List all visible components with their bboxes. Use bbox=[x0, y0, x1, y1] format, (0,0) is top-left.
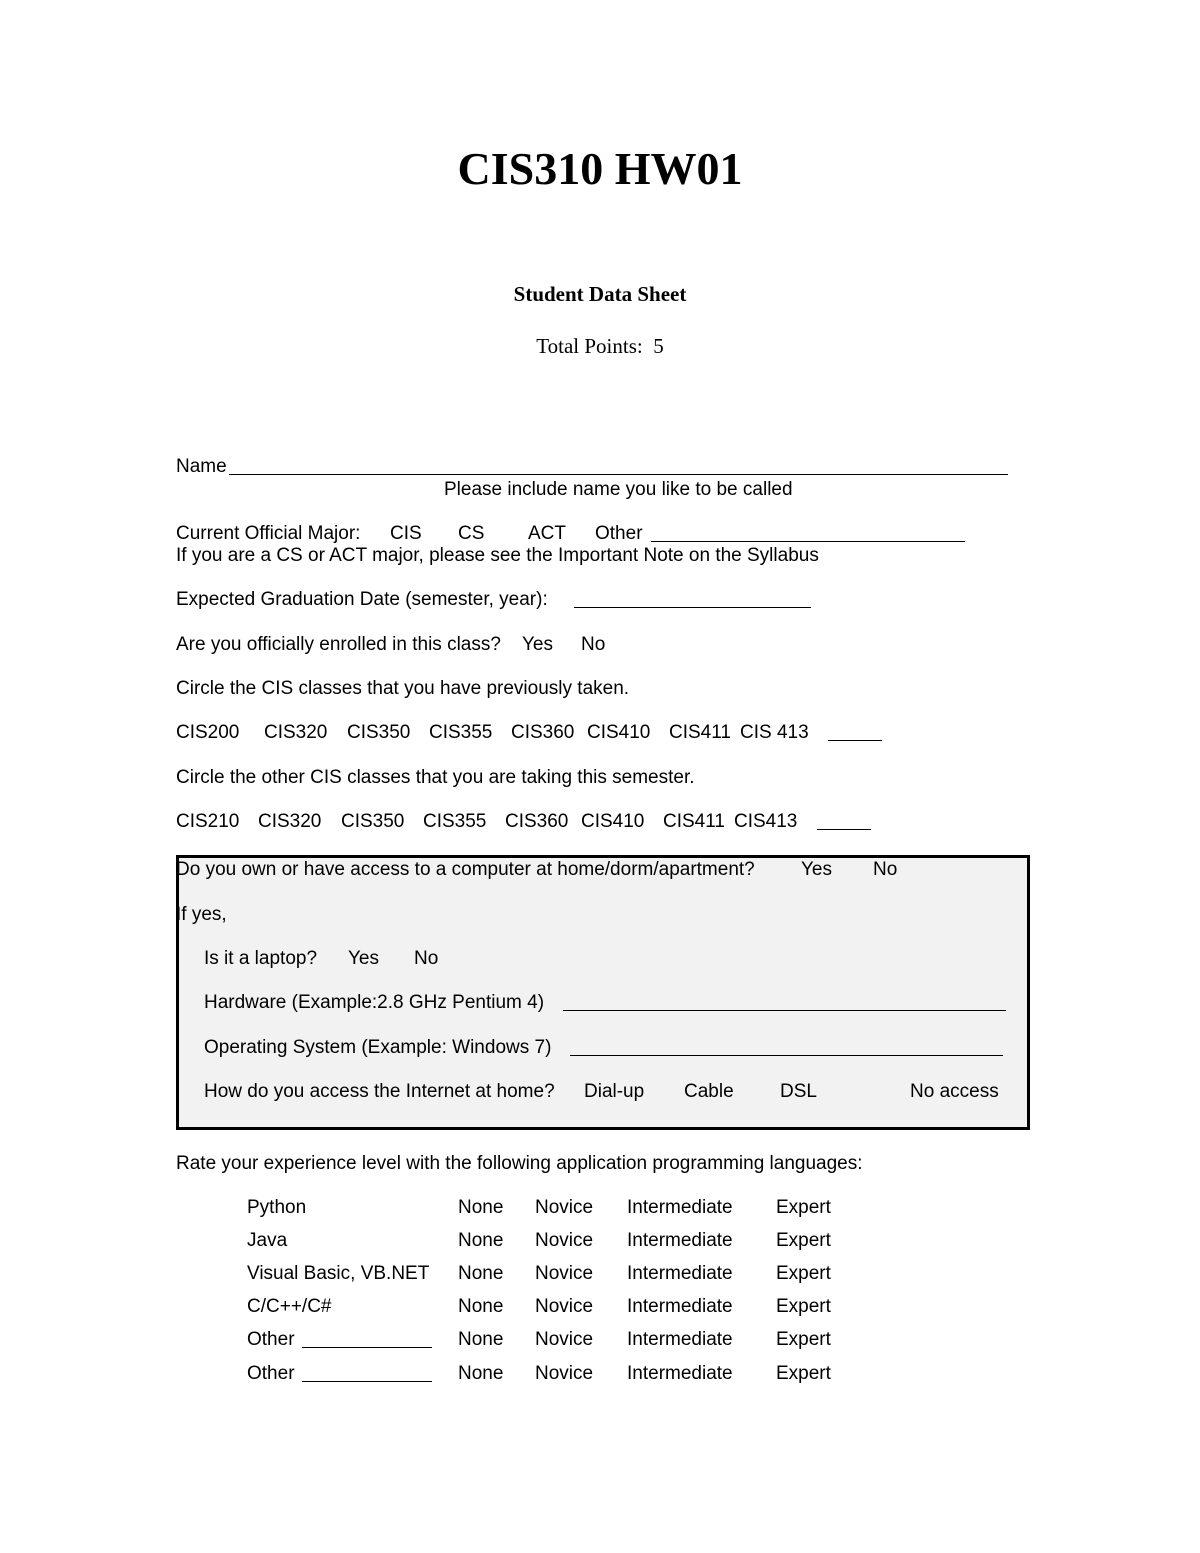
level-novice[interactable]: Novice bbox=[535, 1230, 594, 1251]
laptop-no[interactable]: No bbox=[414, 948, 439, 969]
previous-class-item[interactable]: CIS411 bbox=[669, 722, 731, 743]
previous-class-item[interactable]: CIS360 bbox=[511, 722, 575, 743]
major-label: Current Official Major: bbox=[176, 523, 361, 544]
level-intermediate[interactable]: Intermediate bbox=[627, 1363, 733, 1384]
previous-class-other-line[interactable] bbox=[828, 740, 882, 741]
internet-option-cable[interactable]: Cable bbox=[684, 1081, 734, 1102]
current-class-other-line[interactable] bbox=[817, 829, 871, 830]
page-title: CIS310 HW01 bbox=[457, 143, 743, 194]
level-intermediate[interactable]: Intermediate bbox=[627, 1263, 733, 1284]
language-label: Python bbox=[247, 1197, 307, 1218]
level-none[interactable]: None bbox=[458, 1296, 504, 1317]
level-none[interactable]: None bbox=[458, 1263, 504, 1284]
hardware-field-line[interactable] bbox=[563, 1010, 1006, 1011]
language-label: Other bbox=[247, 1363, 295, 1384]
computer-no[interactable]: No bbox=[873, 859, 898, 880]
current-classes-prompt: Circle the other CIS classes that you are taking this semester. bbox=[176, 767, 695, 788]
major-option-cis[interactable]: CIS bbox=[390, 523, 422, 544]
current-class-item[interactable]: CIS413 bbox=[734, 811, 798, 832]
major-option-act[interactable]: ACT bbox=[528, 523, 566, 544]
level-novice[interactable]: Novice bbox=[535, 1197, 594, 1218]
page-subtitle: Student Data Sheet bbox=[513, 282, 687, 306]
previous-class-item[interactable]: CIS320 bbox=[264, 722, 328, 743]
other-language-line[interactable] bbox=[302, 1381, 432, 1382]
previous-class-item[interactable]: CIS200 bbox=[176, 722, 240, 743]
level-none[interactable]: None bbox=[458, 1197, 504, 1218]
internet-option-no-access[interactable]: No access bbox=[910, 1081, 999, 1102]
previous-class-item[interactable]: CIS410 bbox=[587, 722, 651, 743]
level-novice[interactable]: Novice bbox=[535, 1329, 594, 1350]
current-class-item[interactable]: CIS360 bbox=[505, 811, 569, 832]
enrolled-yes[interactable]: Yes bbox=[522, 634, 553, 655]
previous-class-item[interactable]: CIS355 bbox=[429, 722, 493, 743]
level-expert[interactable]: Expert bbox=[776, 1230, 831, 1251]
major-option-cs[interactable]: CS bbox=[458, 523, 485, 544]
major-note: If you are a CS or ACT major, please see the Important Note on the Syllabus bbox=[176, 545, 819, 566]
level-intermediate[interactable]: Intermediate bbox=[627, 1197, 733, 1218]
level-none[interactable]: None bbox=[458, 1329, 504, 1350]
level-none[interactable]: None bbox=[458, 1230, 504, 1251]
enrolled-no[interactable]: No bbox=[581, 634, 606, 655]
level-expert[interactable]: Expert bbox=[776, 1329, 831, 1350]
enrolled-label: Are you officially enrolled in this class? bbox=[176, 634, 501, 655]
language-label: Other bbox=[247, 1329, 295, 1350]
name-label: Name bbox=[176, 456, 227, 477]
name-hint: Please include name you like to be called bbox=[444, 479, 793, 500]
current-class-item[interactable]: CIS411 bbox=[663, 811, 725, 832]
level-none[interactable]: None bbox=[458, 1363, 504, 1384]
level-expert[interactable]: Expert bbox=[776, 1263, 831, 1284]
level-intermediate[interactable]: Intermediate bbox=[627, 1230, 733, 1251]
language-label: Visual Basic, VB.NET bbox=[247, 1263, 430, 1284]
hardware-label: Hardware (Example:2.8 GHz Pentium 4) bbox=[204, 992, 545, 1013]
laptop-question: Is it a laptop? bbox=[204, 948, 318, 969]
level-novice[interactable]: Novice bbox=[535, 1296, 594, 1317]
major-other-line[interactable] bbox=[651, 541, 965, 542]
level-intermediate[interactable]: Intermediate bbox=[627, 1329, 733, 1350]
current-class-item[interactable]: CIS210 bbox=[176, 811, 240, 832]
language-label: Java bbox=[247, 1230, 288, 1251]
level-novice[interactable]: Novice bbox=[535, 1263, 594, 1284]
computer-yes[interactable]: Yes bbox=[801, 859, 832, 880]
os-field-line[interactable] bbox=[570, 1055, 1003, 1056]
other-language-line[interactable] bbox=[302, 1347, 432, 1348]
level-intermediate[interactable]: Intermediate bbox=[627, 1296, 733, 1317]
current-class-item[interactable]: CIS350 bbox=[341, 811, 405, 832]
internet-question: How do you access the Internet at home? bbox=[204, 1081, 555, 1102]
internet-option-dsl[interactable]: DSL bbox=[780, 1081, 817, 1102]
level-expert[interactable]: Expert bbox=[776, 1363, 831, 1384]
previous-classes-prompt: Circle the CIS classes that you have previously taken. bbox=[176, 678, 630, 699]
previous-class-item[interactable]: CIS350 bbox=[347, 722, 411, 743]
major-option-other[interactable]: Other bbox=[595, 523, 643, 544]
internet-option-dialup[interactable]: Dial-up bbox=[584, 1081, 645, 1102]
laptop-yes[interactable]: Yes bbox=[348, 948, 379, 969]
name-field-line[interactable] bbox=[229, 474, 1008, 475]
current-class-item[interactable]: CIS355 bbox=[423, 811, 487, 832]
computer-question: Do you own or have access to a computer at home/dorm/apartment? bbox=[176, 859, 755, 880]
current-class-item[interactable]: CIS410 bbox=[581, 811, 645, 832]
level-expert[interactable]: Expert bbox=[776, 1197, 831, 1218]
level-novice[interactable]: Novice bbox=[535, 1363, 594, 1384]
language-label: C/C++/C# bbox=[247, 1296, 332, 1317]
graduation-label: Expected Graduation Date (semester, year): bbox=[176, 589, 548, 610]
os-label: Operating System (Example: Windows 7) bbox=[204, 1037, 552, 1058]
if-yes-label: If yes, bbox=[176, 904, 227, 925]
total-points: Total Points: 5 bbox=[536, 334, 664, 358]
previous-class-item[interactable]: CIS 413 bbox=[740, 722, 809, 743]
level-expert[interactable]: Expert bbox=[776, 1296, 831, 1317]
experience-prompt: Rate your experience level with the following application programming languages: bbox=[176, 1153, 863, 1174]
graduation-field-line[interactable] bbox=[574, 607, 811, 608]
current-class-item[interactable]: CIS320 bbox=[258, 811, 322, 832]
